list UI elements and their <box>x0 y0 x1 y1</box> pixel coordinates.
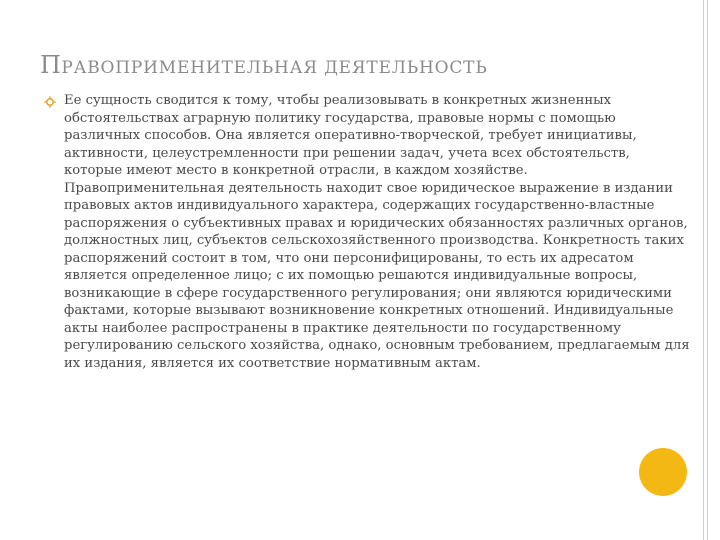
right-border-rule <box>707 0 708 540</box>
body-paragraph: Ее сущность сводится к тому, чтобы реализовывать в конкретных жизненных обстоятельствах аграрную политику государства, правовые нормы с помощью различных способов. Она является оперативно-творческой, требует инициативы, активности, целеустремленности при решении задач, учета всех обстоятельств, которые имеют место в конкретной отрасли, в каждом хозяйстве. Правоприменительная деятельность находит свое юридическое выражение в издании правовых актов индивидуального характера, содержащих государственно-властные распоряжения о субъективных правах и юридических обязанностях различных органов, должностных лиц, субъектов сельскохозяйственного производства. Конкретность таких распоряжений состоит в том, что они персонифицированы, то есть их адресатом является определенное лицо; с их помощью решаются индивидуальные вопросы, возникающие в сфере государственного регулирования; они являются юридическими фактами, которые вызывают возникновение конкретных отношений. Индивидуальные акты наиболее распространены в практике деятельности по государственному регулированию сельского хозяйства, однако, основным требованием, предлагаемым для их издания, является их соответствие нормативным актам. <box>64 93 690 371</box>
title-rest: РАВОПРИМЕНИТЕЛЬНАЯ ДЕЯТЕЛЬНОСТЬ <box>61 58 488 78</box>
title-first-letter: П <box>40 51 62 79</box>
sun-bullet-icon <box>44 96 56 108</box>
slide-title <box>40 50 680 83</box>
right-border-rule <box>703 0 704 540</box>
decorative-circle <box>639 448 687 496</box>
